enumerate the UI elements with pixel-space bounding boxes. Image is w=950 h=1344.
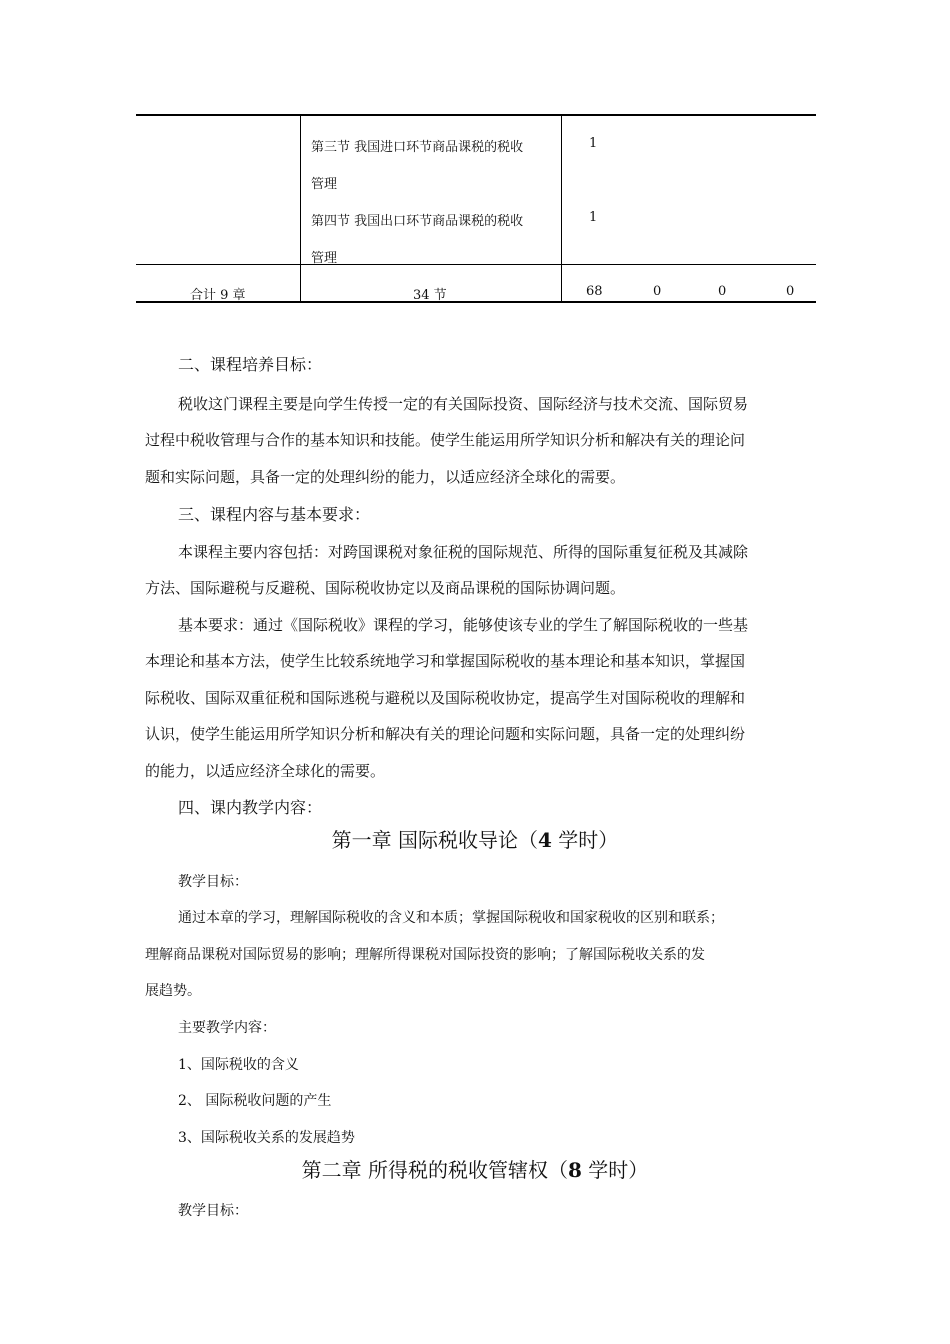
paragraph-line: 理解商品课税对国际贸易的影响；理解所得课税对国际投资的影响；了解国际税收关系的发 xyxy=(145,947,705,963)
chapter-1-hours: 4 xyxy=(538,828,552,852)
section-heading-goal: 二、课程培养目标： xyxy=(178,355,323,374)
section-heading-teaching: 四、课内教学内容： xyxy=(178,798,323,817)
paragraph-line: 题和实际问题，具备一定的处理纠纷的能力，以适应经济全球化的需要。 xyxy=(145,468,626,486)
paragraph-line: 税收这门课程主要是向学生传授一定的有关国际投资、国际经济与技术交流、国际贸易 xyxy=(178,395,749,413)
paragraph-line: 际税收、国际双重征税和国际逃税与避税以及国际税收协定，提高学生对国际税收的理解和 xyxy=(145,689,746,707)
chapter-2-title-suffix: 学时） xyxy=(581,1158,649,1182)
table-cell-section-line: 第四节 我国出口环节商品课税的税收 xyxy=(311,214,524,229)
paragraph-line: 认识，使学生能运用所学知识分析和解决有关的理论问题和实际问题，具备一定的处理纠纷 xyxy=(145,725,746,743)
table-cell-hours: 1 xyxy=(589,210,598,225)
chapter-2-goal-label: 教学目标： xyxy=(178,1203,248,1219)
paragraph-line: 基本要求：通过《国际税收》课程的学习，能够使该专业的学生了解国际税收的一些基 xyxy=(178,616,749,634)
table-cell-section-line: 管理 xyxy=(311,177,338,192)
list-item: 3、国际税收关系的发展趋势 xyxy=(178,1130,355,1146)
table-total-sections: 34 节 xyxy=(413,288,447,303)
table-total-lecture: 0 xyxy=(653,284,662,299)
paragraph-line: 过程中税收管理与合作的基本知识和技能。使学生能运用所学知识分析和解决有关的理论问 xyxy=(145,431,746,449)
paragraph-line: 本课程主要内容包括：对跨国课税对象征税的国际规范、所得的国际重复征税及其减除 xyxy=(178,543,749,561)
paragraph-line: 本理论和基本方法，使学生比较系统地学习和掌握国际税收的基本理论和基本知识，掌握国 xyxy=(145,652,746,670)
table-total-lab: 0 xyxy=(718,284,727,299)
chapter-2-hours: 8 xyxy=(568,1158,582,1182)
chapter-1-main-label: 主要教学内容： xyxy=(178,1020,276,1036)
table-total-hours: 68 xyxy=(586,284,603,299)
chapter-1-title xyxy=(0,824,950,853)
list-item: 2、 国际税收问题的产生 xyxy=(178,1093,332,1109)
section-heading-content: 三、课程内容与基本要求： xyxy=(178,505,371,524)
table-total-practice: 0 xyxy=(786,284,795,299)
chapter-1-title-suffix: 学时） xyxy=(551,828,619,852)
table-mid-rule xyxy=(136,264,816,265)
table-cell-section-line: 第三节 我国进口环节商品课税的税收 xyxy=(311,140,524,155)
chapter-1-goal-label: 教学目标： xyxy=(178,874,248,890)
table-total-chapters: 合计 9 章 xyxy=(190,288,246,303)
table-col-divider-2 xyxy=(561,115,562,302)
table-cell-hours: 1 xyxy=(589,136,598,151)
list-item: 1、国际税收的含义 xyxy=(178,1057,299,1073)
table-top-rule xyxy=(136,114,816,116)
paragraph-line: 展趋势。 xyxy=(145,983,201,999)
table-col-divider-1 xyxy=(300,115,301,302)
paragraph-line: 通过本章的学习，理解国际税收的含义和本质；掌握国际税收和国家税收的区别和联系； xyxy=(178,910,724,926)
table-cell-section-line: 管理 xyxy=(311,251,338,266)
chapter-2-title-text: 第二章 所得税的税收管辖权（ xyxy=(301,1158,569,1182)
paragraph-line: 的能力，以适应经济全球化的需要。 xyxy=(145,762,386,780)
chapter-2-title xyxy=(0,1154,950,1183)
chapter-1-title-text: 第一章 国际税收导论（ xyxy=(331,828,539,852)
paragraph-line: 方法、国际避税与反避税、国际税收协定以及商品课税的国际协调问题。 xyxy=(145,579,626,597)
